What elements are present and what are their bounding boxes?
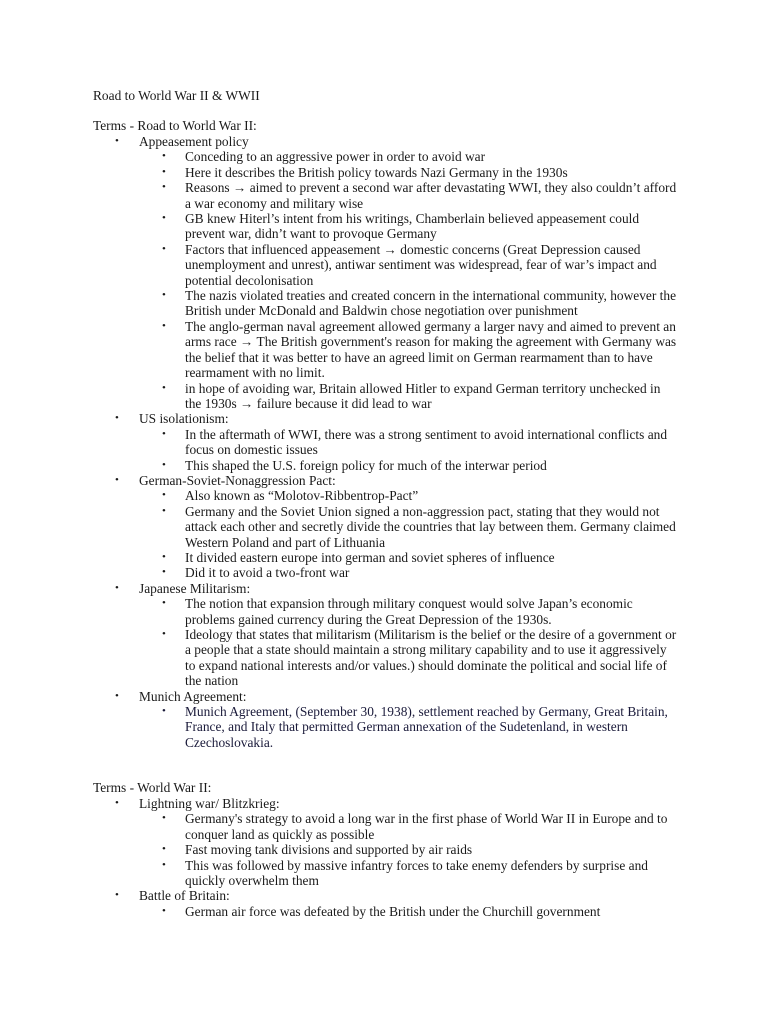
list-item: • The anglo-german naval agreement allowed germany a larger navy and aimed to prevent an arms race → The British government's reason for making the agreement with Germany was the belief that it was better to have an agreed limit on German rearmament than to have rearmament with no limit. (185, 319, 677, 381)
term-list-road-to-ww2 (0, 134, 768, 750)
term-points (139, 704, 768, 750)
term-points (139, 427, 768, 473)
term-points (139, 904, 768, 919)
term-us-isolationism (0, 411, 768, 473)
term-points (139, 596, 768, 688)
list-item: • Germany's strategy to avoid a long war in the first phase of World War II in Europe and to conquer land as quickly as possible (185, 811, 677, 842)
term-german-soviet-pact (0, 473, 768, 581)
term-label: Lightning war/ Blitzkrieg: (139, 796, 280, 811)
term-label: US isolationism: (139, 411, 229, 427)
term-appeasement-policy (0, 134, 768, 411)
term-munich-agreement (0, 689, 768, 751)
list-item: • Also known as “Molotov-Ribbentrop-Pact” (185, 488, 677, 503)
term-label: Battle of Britain: (139, 888, 230, 904)
term-label: Japanese Militarism: (139, 580, 251, 596)
list-item: • GB knew Hiterl’s intent from his writings, Chamberlain believed appeasement could prevent war, didn’t want to provoque Germany (185, 211, 677, 242)
term-list-ww2 (0, 796, 768, 919)
term-label: German-Soviet-Nonaggression Pact: (139, 472, 336, 488)
list-item: • It divided eastern europe into german and soviet spheres of influence (185, 550, 677, 565)
list-item: • Ideology that states that militarism (Militarism is the belief or the desire of a government or a people that a state should maintain a strong military capability and to use it aggressively to expand national interests and/or values.) should dominate the political and social life of the nation (185, 627, 677, 689)
term-label: Munich Agreement: (139, 688, 247, 704)
list-item: • in hope of avoiding war, Britain allowed Hitler to expand German territory unchecked in the 1930s → failure because it did lead to war (185, 381, 677, 412)
list-item: • The notion that expansion through military conquest would solve Japan’s economic problems gained currency during the Great Depression of the 1930s. (185, 596, 677, 627)
list-item: • Conceding to an aggressive power in order to avoid war (185, 149, 677, 164)
list-item: • German air force was defeated by the British under the Churchill government (185, 904, 677, 919)
list-item: • This shaped the U.S. foreign policy for much of the interwar period (185, 458, 677, 473)
term-points (139, 488, 768, 580)
term-blitzkrieg (0, 796, 768, 888)
term-battle-of-britain (0, 888, 768, 919)
list-item: • Fast moving tank divisions and supported by air raids (185, 842, 677, 857)
list-item: • Germany and the Soviet Union signed a non-aggression pact, stating that they would not attack each other and secretly divide the countries that lay between them. Germany claimed Western Poland and part of Lithuania (185, 504, 677, 550)
document-title: Road to World War II & WWII (93, 88, 260, 103)
list-item: • In the aftermath of WWI, there was a strong sentiment to avoid international conflicts and focus on domestic issues (185, 427, 677, 458)
section-heading-ww2: Terms - World War II: (93, 780, 212, 795)
list-item: • Reasons → aimed to prevent a second war after devastating WWI, they also couldn’t afford a war economy and military wise (185, 180, 677, 211)
list-item: • This was followed by massive infantry forces to take enemy defenders by surprise and quickly overwhelm them (185, 858, 677, 889)
list-item: • Munich Agreement, (September 30, 1938), settlement reached by Germany, Great Britain, France, and Italy that permitted German annexation of the Sudetenland, in western Czechoslovakia. (185, 704, 677, 750)
list-item: • Factors that influenced appeasement → domestic concerns (Great Depression caused unemployment and unrest), antiwar sentiment was widespread, fear of war’s impact and potential decolonisation (185, 242, 677, 288)
list-item: • The nazis violated treaties and created concern in the international community, however the British under McDonald and Baldwin chose negotiation over punishment (185, 288, 677, 319)
section-heading-road-to-ww2: Terms - Road to World War II: (93, 118, 257, 133)
term-points (139, 149, 768, 411)
list-item: • Here it describes the British policy towards Nazi Germany in the 1930s (185, 165, 677, 180)
term-japanese-militarism (0, 581, 768, 689)
term-label: Appeasement policy (139, 134, 249, 149)
list-item: • Did it to avoid a two-front war (185, 565, 677, 580)
term-points (139, 811, 768, 888)
